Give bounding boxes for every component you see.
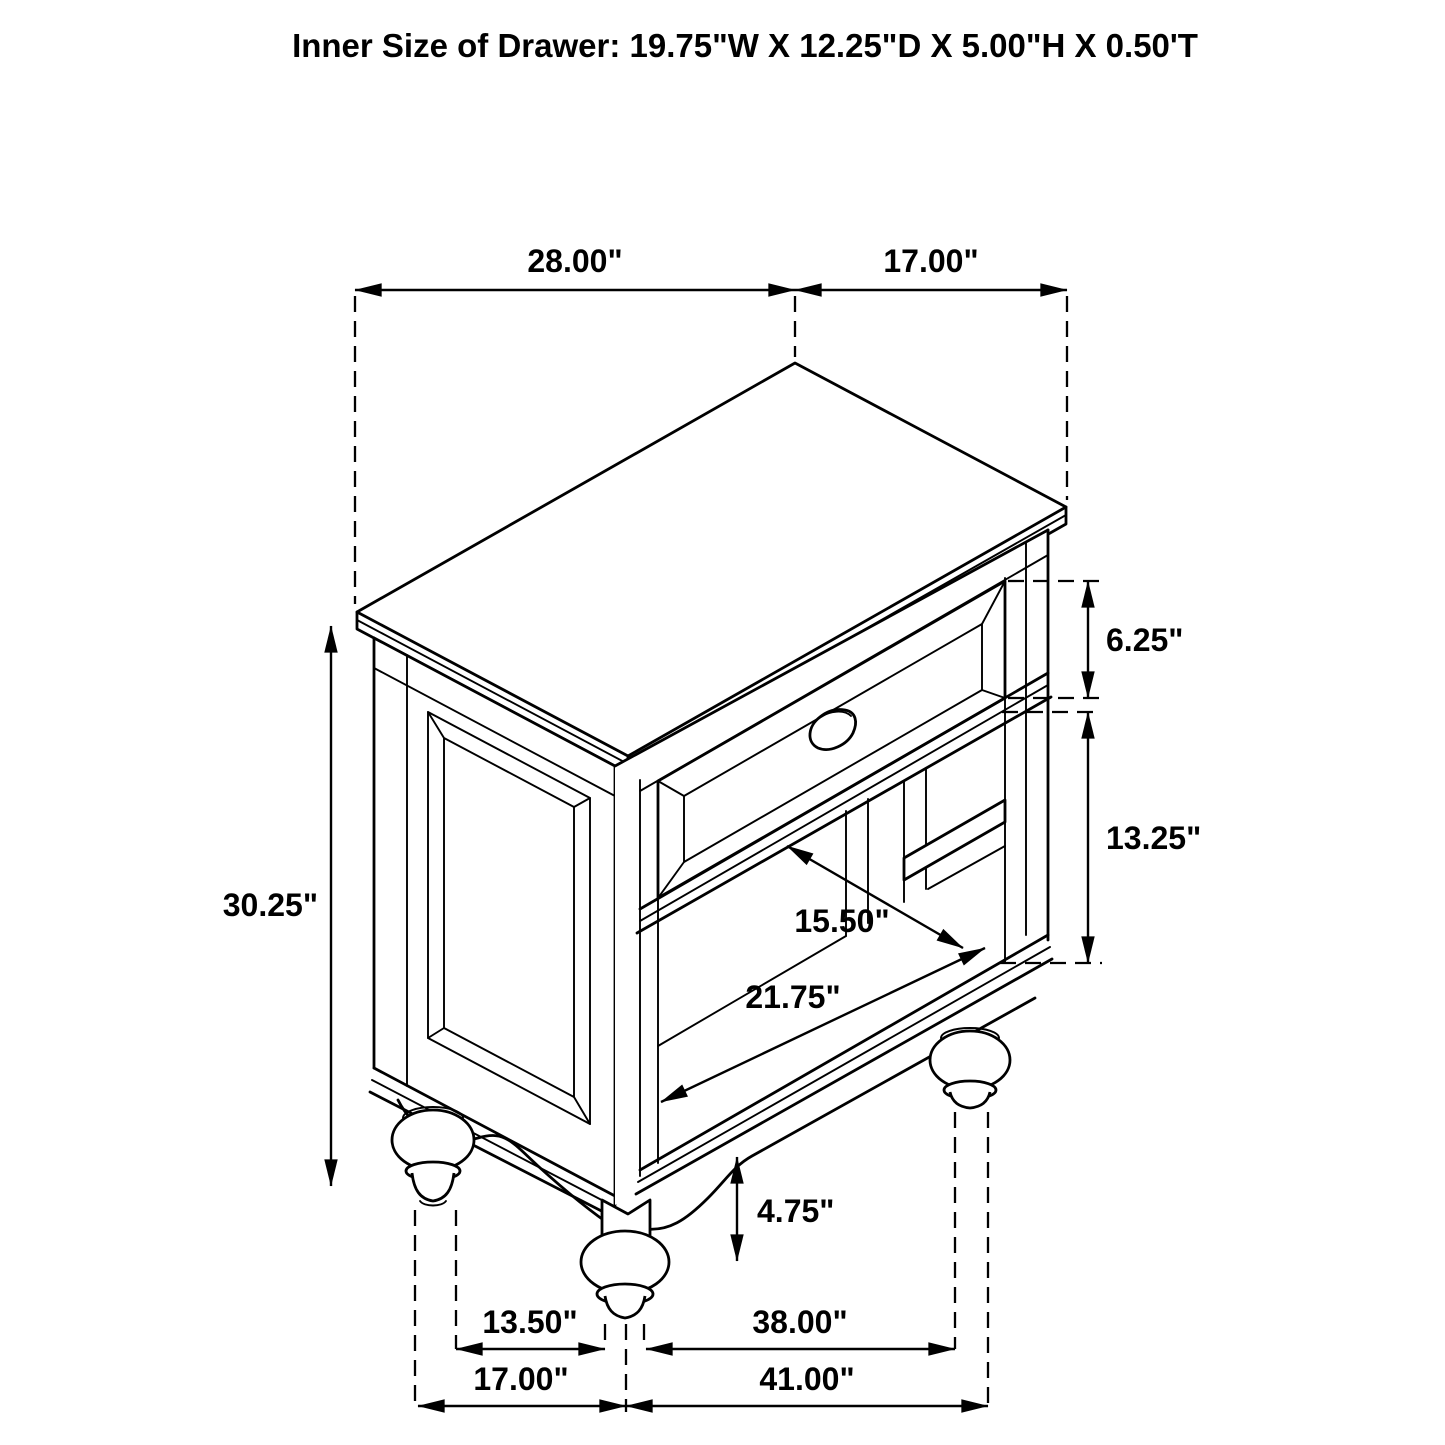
dim-leg-height-label: 4.75" [757, 1193, 835, 1229]
dim-top-depth-label: 17.00" [883, 243, 979, 279]
right-leg-shaft [950, 1092, 990, 1108]
dim-leg-spacing-width-label: 38.00" [752, 1304, 848, 1340]
dim-leg-spacing-width [646, 1304, 955, 1349]
nightstand-drawing [357, 363, 1066, 1318]
left-front-leg [392, 1107, 474, 1206]
dim-leg-spacing-depth [456, 1304, 605, 1349]
dim-leg-spacing-depth-label: 13.50" [482, 1304, 578, 1340]
dim-shelf-height [1088, 712, 1201, 963]
dim-top-depth [795, 243, 1067, 290]
dim-shelf-height-label: 13.25" [1106, 820, 1202, 856]
dim-drawer-height [1088, 581, 1183, 698]
left-leg-shaft [412, 1173, 454, 1201]
dim-shelf-width-label: 21.75" [745, 979, 841, 1015]
dim-base-width-label: 41.00" [759, 1361, 855, 1397]
right-front-leg [930, 1028, 1010, 1108]
front-leg-shaft [605, 1296, 645, 1318]
dim-overall-height [223, 626, 331, 1186]
dim-base-depth [418, 1361, 626, 1406]
dim-base-depth-label: 17.00" [473, 1361, 569, 1397]
dim-top-width-label: 28.00" [527, 243, 623, 279]
center-front-leg [581, 1200, 669, 1318]
dim-top-width [355, 243, 795, 290]
dim-base-width [626, 1361, 988, 1406]
dim-overall-height-label: 30.25" [222, 887, 318, 923]
page-title: Inner Size of Drawer: 19.75"W X 12.25"D X 5.00"H X 0.50'T [292, 27, 1198, 64]
dim-shelf-depth-label: 15.50" [794, 903, 890, 939]
dim-leg-height [737, 1157, 834, 1261]
dim-drawer-height-label: 6.25" [1106, 622, 1184, 658]
